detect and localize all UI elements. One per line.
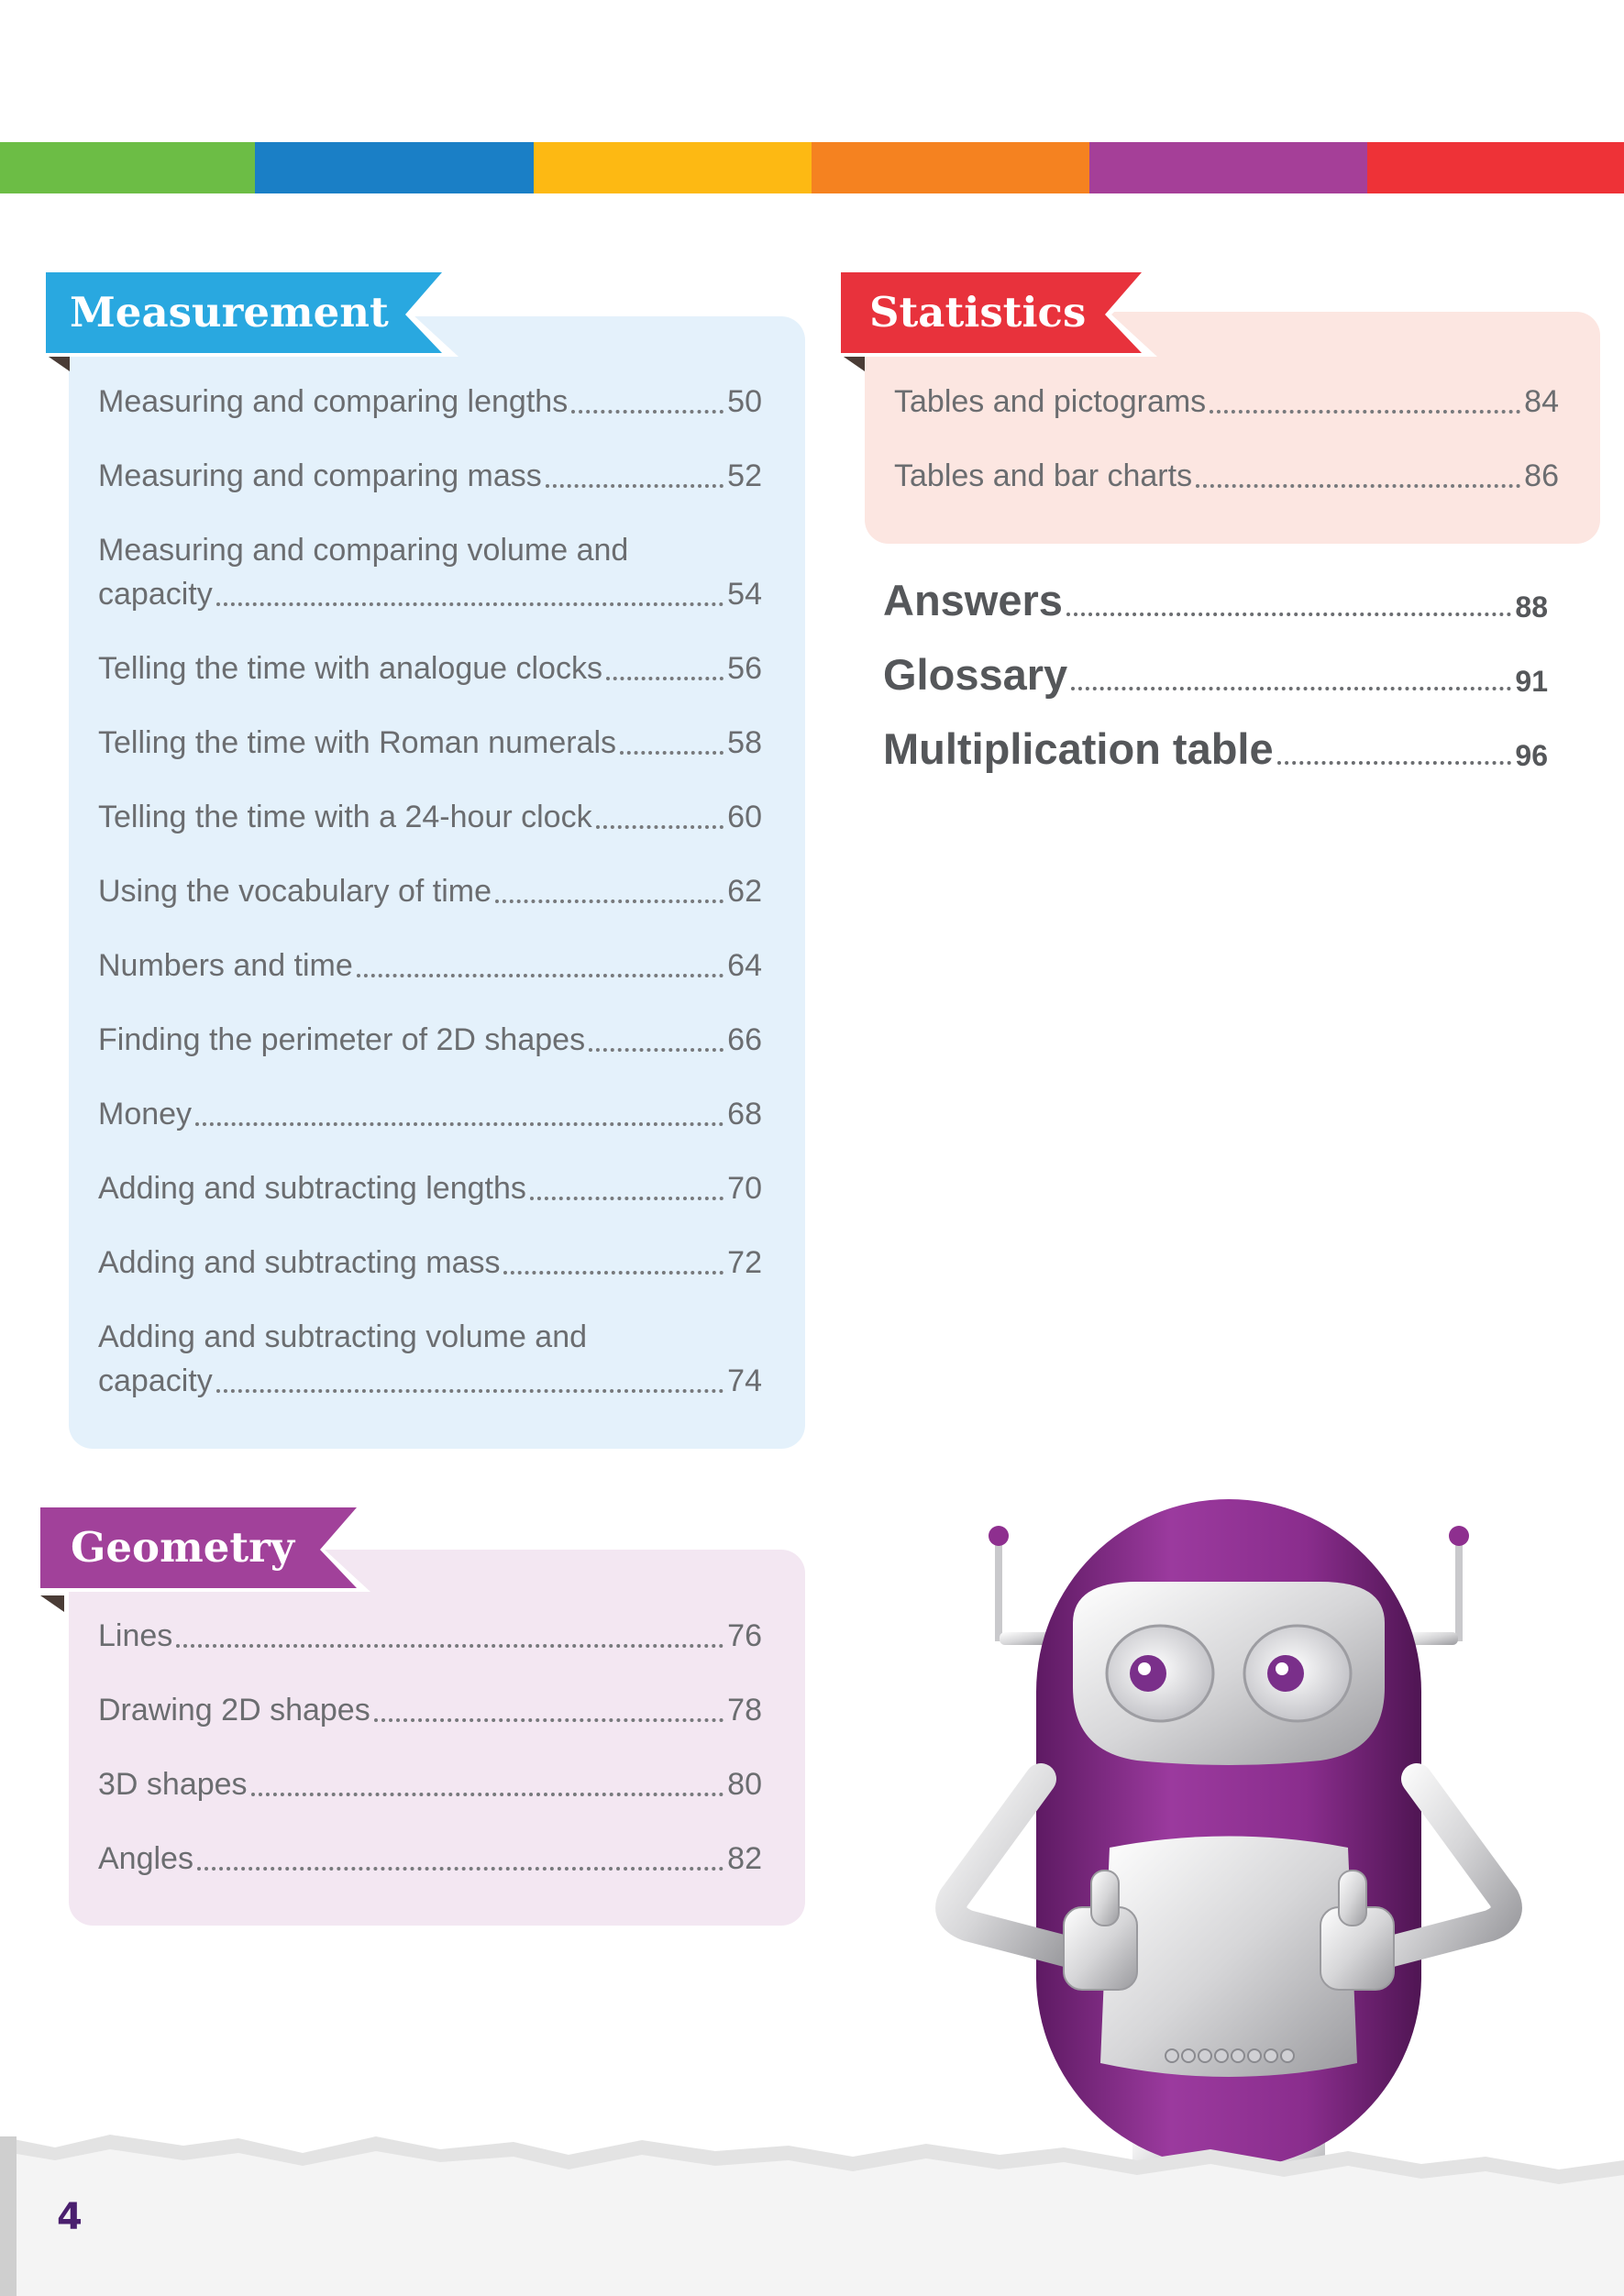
statistics-heading: Statistics xyxy=(869,288,1087,337)
toc-entry[interactable]: Numbers and time 64 xyxy=(98,948,762,983)
dot-leader xyxy=(495,900,724,903)
toc-entry[interactable]: Tables and pictograms 84 xyxy=(894,384,1559,419)
dot-leader xyxy=(1066,613,1511,616)
toc-entry[interactable]: Finding the perimeter of 2D shapes 66 xyxy=(98,1022,762,1057)
dot-leader xyxy=(546,484,724,488)
toc-entry[interactable]: Angles 82 xyxy=(98,1841,762,1876)
toc-entry[interactable]: Measuring and comparing lengths 50 xyxy=(98,384,762,419)
dot-leader xyxy=(620,751,724,755)
toc-entry[interactable]: Telling the time with a 24-hour clock 60 xyxy=(98,800,762,834)
toc-entry[interactable]: 3D shapes 80 xyxy=(98,1767,762,1802)
color-bar-segment xyxy=(1089,142,1367,193)
toc-entry[interactable]: Using the vocabulary of time 62 xyxy=(98,874,762,909)
color-bar-segment xyxy=(812,142,1089,193)
statistics-toc xyxy=(894,380,1559,528)
glossary-entry[interactable]: Glossary 91 xyxy=(883,650,1548,699)
dot-leader xyxy=(197,1867,724,1871)
dot-leader xyxy=(176,1644,724,1648)
dot-leader xyxy=(216,1389,724,1393)
geometry-heading: Geometry xyxy=(71,1523,294,1572)
toc-entry[interactable]: Money 68 xyxy=(98,1097,762,1131)
toc-entry[interactable]: Adding and subtracting mass 72 xyxy=(98,1245,762,1280)
color-bar-segment xyxy=(534,142,812,193)
dot-leader xyxy=(530,1197,724,1200)
toc-entry[interactable]: Tables and bar charts 86 xyxy=(894,458,1559,493)
dot-leader xyxy=(1210,410,1520,414)
dot-leader xyxy=(606,677,724,680)
torn-paper-edge xyxy=(0,2109,1624,2296)
toc-entry[interactable]: Measuring and comparing mass 52 xyxy=(98,458,762,493)
color-bar-segment xyxy=(0,142,255,193)
toc-entry[interactable]: Measuring and comparing volume and capacity 54 xyxy=(98,533,762,612)
toc-entry[interactable]: Telling the time with analogue clocks 56 xyxy=(98,651,762,686)
toc-entry[interactable]: Lines 76 xyxy=(98,1618,762,1653)
dot-leader xyxy=(571,410,724,414)
dot-leader xyxy=(195,1122,724,1126)
toc-entry[interactable]: Telling the time with Roman numerals 58 xyxy=(98,725,762,760)
dot-leader xyxy=(1071,687,1511,690)
ribbon-fold xyxy=(841,355,865,371)
multiplication-table-entry[interactable]: Multiplication table 96 xyxy=(883,724,1548,773)
dot-leader xyxy=(503,1271,724,1275)
color-bar-segment xyxy=(255,142,534,193)
dot-leader xyxy=(1277,761,1512,765)
antenna-left xyxy=(995,1540,1002,1641)
dot-leader xyxy=(1196,484,1520,488)
dot-leader xyxy=(589,1048,724,1052)
dot-leader xyxy=(374,1718,724,1722)
toc-entry[interactable]: Drawing 2D shapes 78 xyxy=(98,1693,762,1728)
page-number: 4 xyxy=(57,2196,83,2238)
dot-leader xyxy=(216,602,724,606)
geometry-toc xyxy=(98,1614,762,1911)
top-color-bar xyxy=(0,142,1624,193)
answers-entry[interactable]: Answers 88 xyxy=(883,576,1548,624)
ribbon-fold xyxy=(46,355,70,371)
toc-entry[interactable]: Adding and subtracting volume and capacity 74 xyxy=(98,1319,762,1398)
robot-illustration xyxy=(926,1495,1531,2201)
toc-entry[interactable]: Adding and subtracting lengths 70 xyxy=(98,1171,762,1206)
antenna-right xyxy=(1455,1540,1463,1641)
dot-leader xyxy=(596,825,724,829)
ribbon-fold xyxy=(40,1595,64,1612)
measurement-toc xyxy=(98,380,762,1433)
measurement-heading: Measurement xyxy=(70,288,389,337)
dot-leader xyxy=(357,974,724,977)
color-bar-segment xyxy=(1367,142,1624,193)
dot-leader xyxy=(251,1793,724,1796)
